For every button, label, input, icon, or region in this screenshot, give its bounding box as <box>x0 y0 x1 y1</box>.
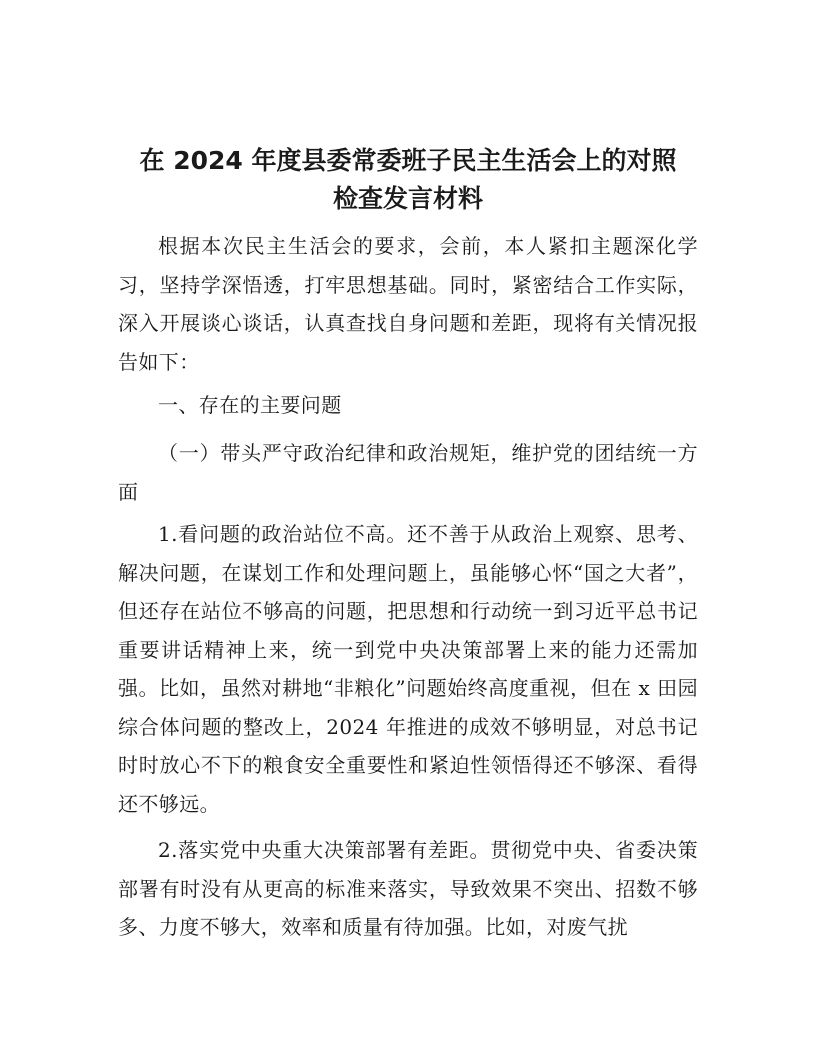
intro-paragraph: 根据本次民主生活会的要求，会前，本人紧扣主题深化学习，坚持学深悟透，打牢思想基础。同时，紧密结合工作实际，深入开展谈心谈话，认真查找自身问题和差距，现将有关情况报告如下： <box>118 234 698 374</box>
document-title-line-2: 检查发言材料 <box>332 184 483 213</box>
document-title-line-1: 在 2024 年度县委常委班子民主生活会上的对照 <box>139 146 677 175</box>
section-heading: 一、存在的主要问题 <box>158 393 342 417</box>
point-2-paragraph: 2.落实党中央重大决策部署有差距。贯彻党中央、省委决策部署有时没有从更高的标准来落实，导致效果不突出、招数不够多、力度不够大，效率和质量有待加强。比如，对废气扰 <box>118 838 698 939</box>
subsection-heading: （一）带头严守政治纪律和政治规矩，维护党的团结统一方面 <box>118 441 698 504</box>
point-1-paragraph: 1.看问题的政治站位不高。还不善于从政治上观察、思考、解决问题，在谋划工作和处理问题上，虽能够心怀“国之大者”，但还存在站位不够高的问题，把思想和行动统一到习近平总书记重要讲话精神上来，统一到党中央决策部署上来的能力还需加强。比如，虽然对耕地“非粮化”问题始终高度重视，但在 x 田园综合体问题的整改上，2024 年推进的成效不够明显，对总书记时时放心不下的粮食安全重要性和紧迫性领悟得还不够深、看得还不够远。 <box>118 522 698 816</box>
